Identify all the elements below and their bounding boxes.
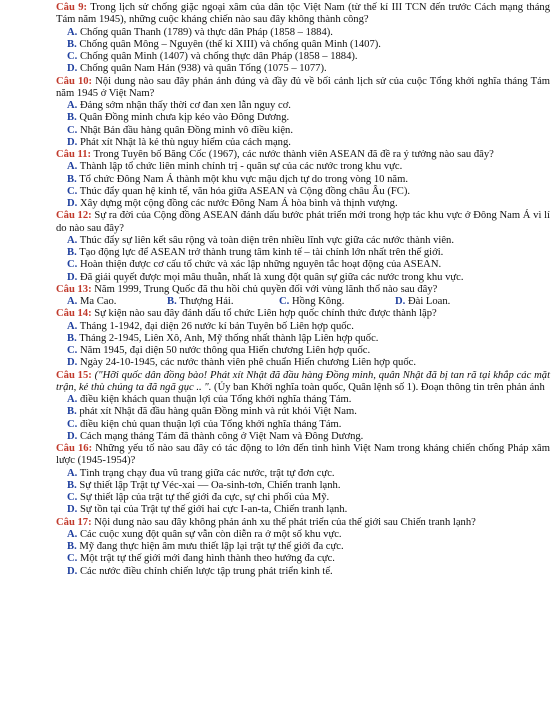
option-label: B. [67,332,77,344]
option-b [167,296,279,308]
option-text: Phát xít Nhật là kẻ thù nguy hiểm của cách mạng. [79,136,291,148]
question-9 [56,2,550,27]
option-text: Chống quân Thanh (1789) và thực dân Pháp (1858 – 1884). [79,26,333,38]
option-label: A. [67,467,78,479]
option-label: B. [67,479,77,491]
question-13 [56,284,550,296]
option-d [56,357,550,369]
option-text: Hồng Kông. [291,296,345,307]
option-d [56,272,550,284]
option-label: C. [67,345,78,356]
option-text: Tháng 1-1942, đại diện 26 nước kí bản Tuyên bố Liên hợp quốc. [79,320,354,332]
option-c [56,125,550,137]
option-text: Quân Đồng minh chưa kịp kéo vào Đông Dương. [79,112,290,124]
option-label: A. [67,320,78,332]
option-label: D. [67,357,78,369]
option-label: B. [67,406,77,418]
option-text: Cách mạng tháng Tám đã thành công ở Việt Nam và Đông Dương. [79,430,364,442]
option-text: Năm 1945, đại diện 50 nước thông qua Hiến chương Liên hợp quốc. [79,345,371,356]
option-text: Nhật Bản đầu hàng quân Đồng minh vô điều kiện. [79,124,293,136]
option-a [56,468,550,480]
option-text: Các nước điều chỉnh chiến lược tập trung phát triển kinh tế. [79,565,333,577]
option-label: D. [67,504,78,516]
option-label: B. [67,112,77,124]
question-label: Câu 16: [56,443,93,454]
question-label: Câu 12: [56,210,92,222]
option-label: C. [67,185,78,197]
option-label: B. [67,38,77,50]
option-text: Ma Cao. [79,296,117,307]
option-text: Thúc đẩy sự liên kết sâu rộng và toàn diện trên nhiều lĩnh vực giữa các nước thành viên. [79,234,455,246]
option-label: C. [279,296,290,307]
option-c [279,296,395,308]
option-label: D. [395,296,406,307]
option-text: Hoàn thiện được cơ cấu tổ chức và xác lập những nguyên tắc hoạt động của ASEAN. [79,259,442,271]
option-d [56,504,550,516]
question-label: Câu 13: [56,283,92,295]
option-text: Thượng Hải. [179,296,234,307]
option-label: A. [67,100,78,111]
option-b [56,406,550,418]
option-c [56,186,550,198]
question-quote: ("Hỡi quốc dân đồng bào! Phát xít Nhật đã đầu hàng Đồng minh, quân Nhật đã bị tan rã tại khắp các mặt trận, kẻ thù chúng ta đã ngã gục .. ". [56,369,551,393]
option-label: D. [67,63,78,75]
question-label: Câu 11: [56,149,92,160]
option-c [56,345,550,357]
option-text: Thành lập tổ chức liên minh chính trị - quân sự của các nước trong khu vực. [79,161,403,173]
option-label: C. [67,124,78,136]
question-label: Câu 17: [56,516,92,528]
question-17 [56,517,550,529]
option-c [56,553,550,565]
question-10 [56,76,550,101]
option-label: A. [67,161,78,173]
question-label: Câu 9: [56,2,88,13]
option-label: D. [67,271,78,283]
option-label: D. [67,136,78,148]
option-label: B. [67,541,77,552]
option-c [56,51,550,63]
question-text: Năm 1999, Trung Quốc đã thu hồi chủ quyền đối với vùng lãnh thổ nào sau đây? [94,283,438,295]
question-text: Trong Tuyên bố Băng Cốc (1967), các nước thành viên ASEAN đã đề ra ý tưởng nào sau đây? [93,149,494,160]
question-label: Câu 10: [56,75,93,87]
question-14 [56,308,550,320]
option-text: Đài Loan. [407,296,451,307]
option-text: Tình trạng chạy đua vũ trang giữa các nước, trật tự đơn cực. [79,467,335,479]
question-text: (Ủy ban Khởi nghĩa toàn quốc, Quân lệnh số 1). Đoạn thông tin trên phản ánh [214,381,545,393]
option-b [56,247,550,259]
option-b [56,112,550,124]
option-text: Tổ chức Đông Nam Á thành một khu vực mậu dịch tự do trong vòng 10 năm. [79,173,408,185]
option-label: D. [67,565,78,577]
option-text: Các cuộc xung đột quân sự vẫn còn diễn ra ở một số khu vực. [79,528,342,540]
option-label: D. [67,198,78,209]
option-label: A. [67,26,78,38]
option-label: B. [67,247,77,258]
option-label: B. [67,173,77,185]
option-a [56,27,550,39]
option-a [56,529,550,541]
option-text: điều kiện khách quan thuận lợi của Tổng khởi nghĩa tháng Tám. [79,394,352,405]
question-11 [56,149,550,161]
option-text: Thúc đẩy quan hệ kinh tế, văn hóa giữa ASEAN và Cộng đồng châu Âu (FC). [79,185,411,197]
options-row [56,296,550,308]
option-d [56,63,550,75]
option-label: B. [167,296,177,307]
option-text: Sự thiết lập của trật tự thế giới đa cực, sự chi phối của Mỹ. [79,492,330,503]
option-c [56,492,550,504]
option-d [56,137,550,149]
option-b [56,174,550,186]
question-15 [56,370,550,395]
option-a [56,235,550,247]
question-text: Sự ra đời của Cộng đồng ASEAN đánh dấu bước phát triển mới trong hợp tác khu vực ở Đông Nam Á vì lí do nào sau đây? [56,210,551,234]
option-b [56,480,550,492]
question-text: Sự kiện nào sau đây đánh dấu tổ chức Liên hợp quốc chính thức được thành lập? [94,308,437,320]
option-c [56,419,550,431]
option-a [56,394,550,406]
option-label: C. [67,259,78,271]
option-text: Mỹ đang thực hiện âm mưu thiết lập lại trật tự thế giới đa cực. [79,541,344,552]
option-d [395,296,495,308]
option-label: A. [67,234,78,246]
option-label: C. [67,553,78,565]
option-text: Chống quân Mông – Nguyên (thế kỉ XIII) và chống quân Minh (1407). [79,38,381,50]
option-c [56,259,550,271]
option-label: A. [67,528,78,540]
option-text: Xây dựng một cộng đồng các nước Đông Nam Á hòa bình và thịnh vượng. [79,198,398,209]
option-label: A. [67,394,78,405]
option-label: C. [67,51,78,62]
option-d [56,566,550,578]
option-text: Chống quân Nam Hán (938) và quân Tống (1075 – 1077). [79,63,327,75]
option-b [56,39,550,51]
option-text: Đảng sớm nhận thấy thời cơ đan xen lẫn nguy cơ. [79,100,291,111]
question-label: Câu 15: [56,369,92,381]
question-text: Những yếu tố nào sau đây có tác động to lớn đến tình hình Việt Nam trong kháng chiến chống Pháp xâm lược (1945-1954)? [56,443,550,467]
option-text: Tháng 2-1945, Liên Xô, Anh, Mỹ thống nhất thành lập Liên hợp quốc. [79,332,379,344]
option-text: Chống quân Minh (1407) và chống thực dân Pháp (1858 – 1884). [79,51,358,62]
option-text: phát xít Nhật đã đầu hàng quân Đồng minh và rút khỏi Việt Nam. [79,406,357,418]
option-text: Tạo động lực để ASEAN trở thành trung tâm kinh tế – tài chính lớn nhất trên thế giới. [79,247,444,258]
option-text: Sự thiết lập Trật tự Véc-xai — Oa-sinh-tơn, Chiến tranh lạnh. [79,479,341,491]
option-d [56,198,550,210]
option-label: C. [67,492,78,503]
option-label: A. [67,296,78,307]
option-b [56,541,550,553]
option-text: Sự tồn tại của Trật tự thế giới hai cực I-an-ta, Chiến tranh lạnh. [79,504,348,516]
option-a [56,161,550,173]
question-text: Nội dung nào sau đây phản ánh đúng và đầy đủ về bối cảnh lịch sử của cuộc Tổng khởi nghĩa tháng Tám năm 1945 ở Việt Nam? [56,75,551,99]
option-label: D. [67,430,78,442]
option-text: Một trật tự thế giới mới đang hình thành theo hướng đa cực. [79,553,335,565]
question-12 [56,210,550,235]
option-a [67,296,167,308]
question-16 [56,443,550,468]
question-text: Trong lịch sử chống giặc ngoại xâm của dân tộc Việt Nam (từ thế kỉ III TCN đến trước Cách mạng tháng Tám năm 1945), những cuộc kháng chiến nào sau đây không thành công? [56,2,551,26]
option-text: Ngày 24-10-1945, các nước thành viên phê chuẩn Hiến chương Liên hợp quốc. [79,357,416,369]
option-text: điều kiện chủ quan thuận lợi của Tổng khởi nghĩa tháng Tám. [79,418,342,430]
question-text: Nội dung nào sau đây không phản ánh xu thế phát triển của thế giới sau Chiến tranh lạnh? [94,516,476,528]
option-a [56,100,550,112]
option-a [56,321,550,333]
question-label: Câu 14: [56,308,92,320]
option-b [56,333,550,345]
option-text: Đã giải quyết được mọi mâu thuẫn, nhất là xung đột quân sự giữa các nước trong khu vực. [79,271,464,283]
option-d [56,431,550,443]
option-label: C. [67,418,78,430]
